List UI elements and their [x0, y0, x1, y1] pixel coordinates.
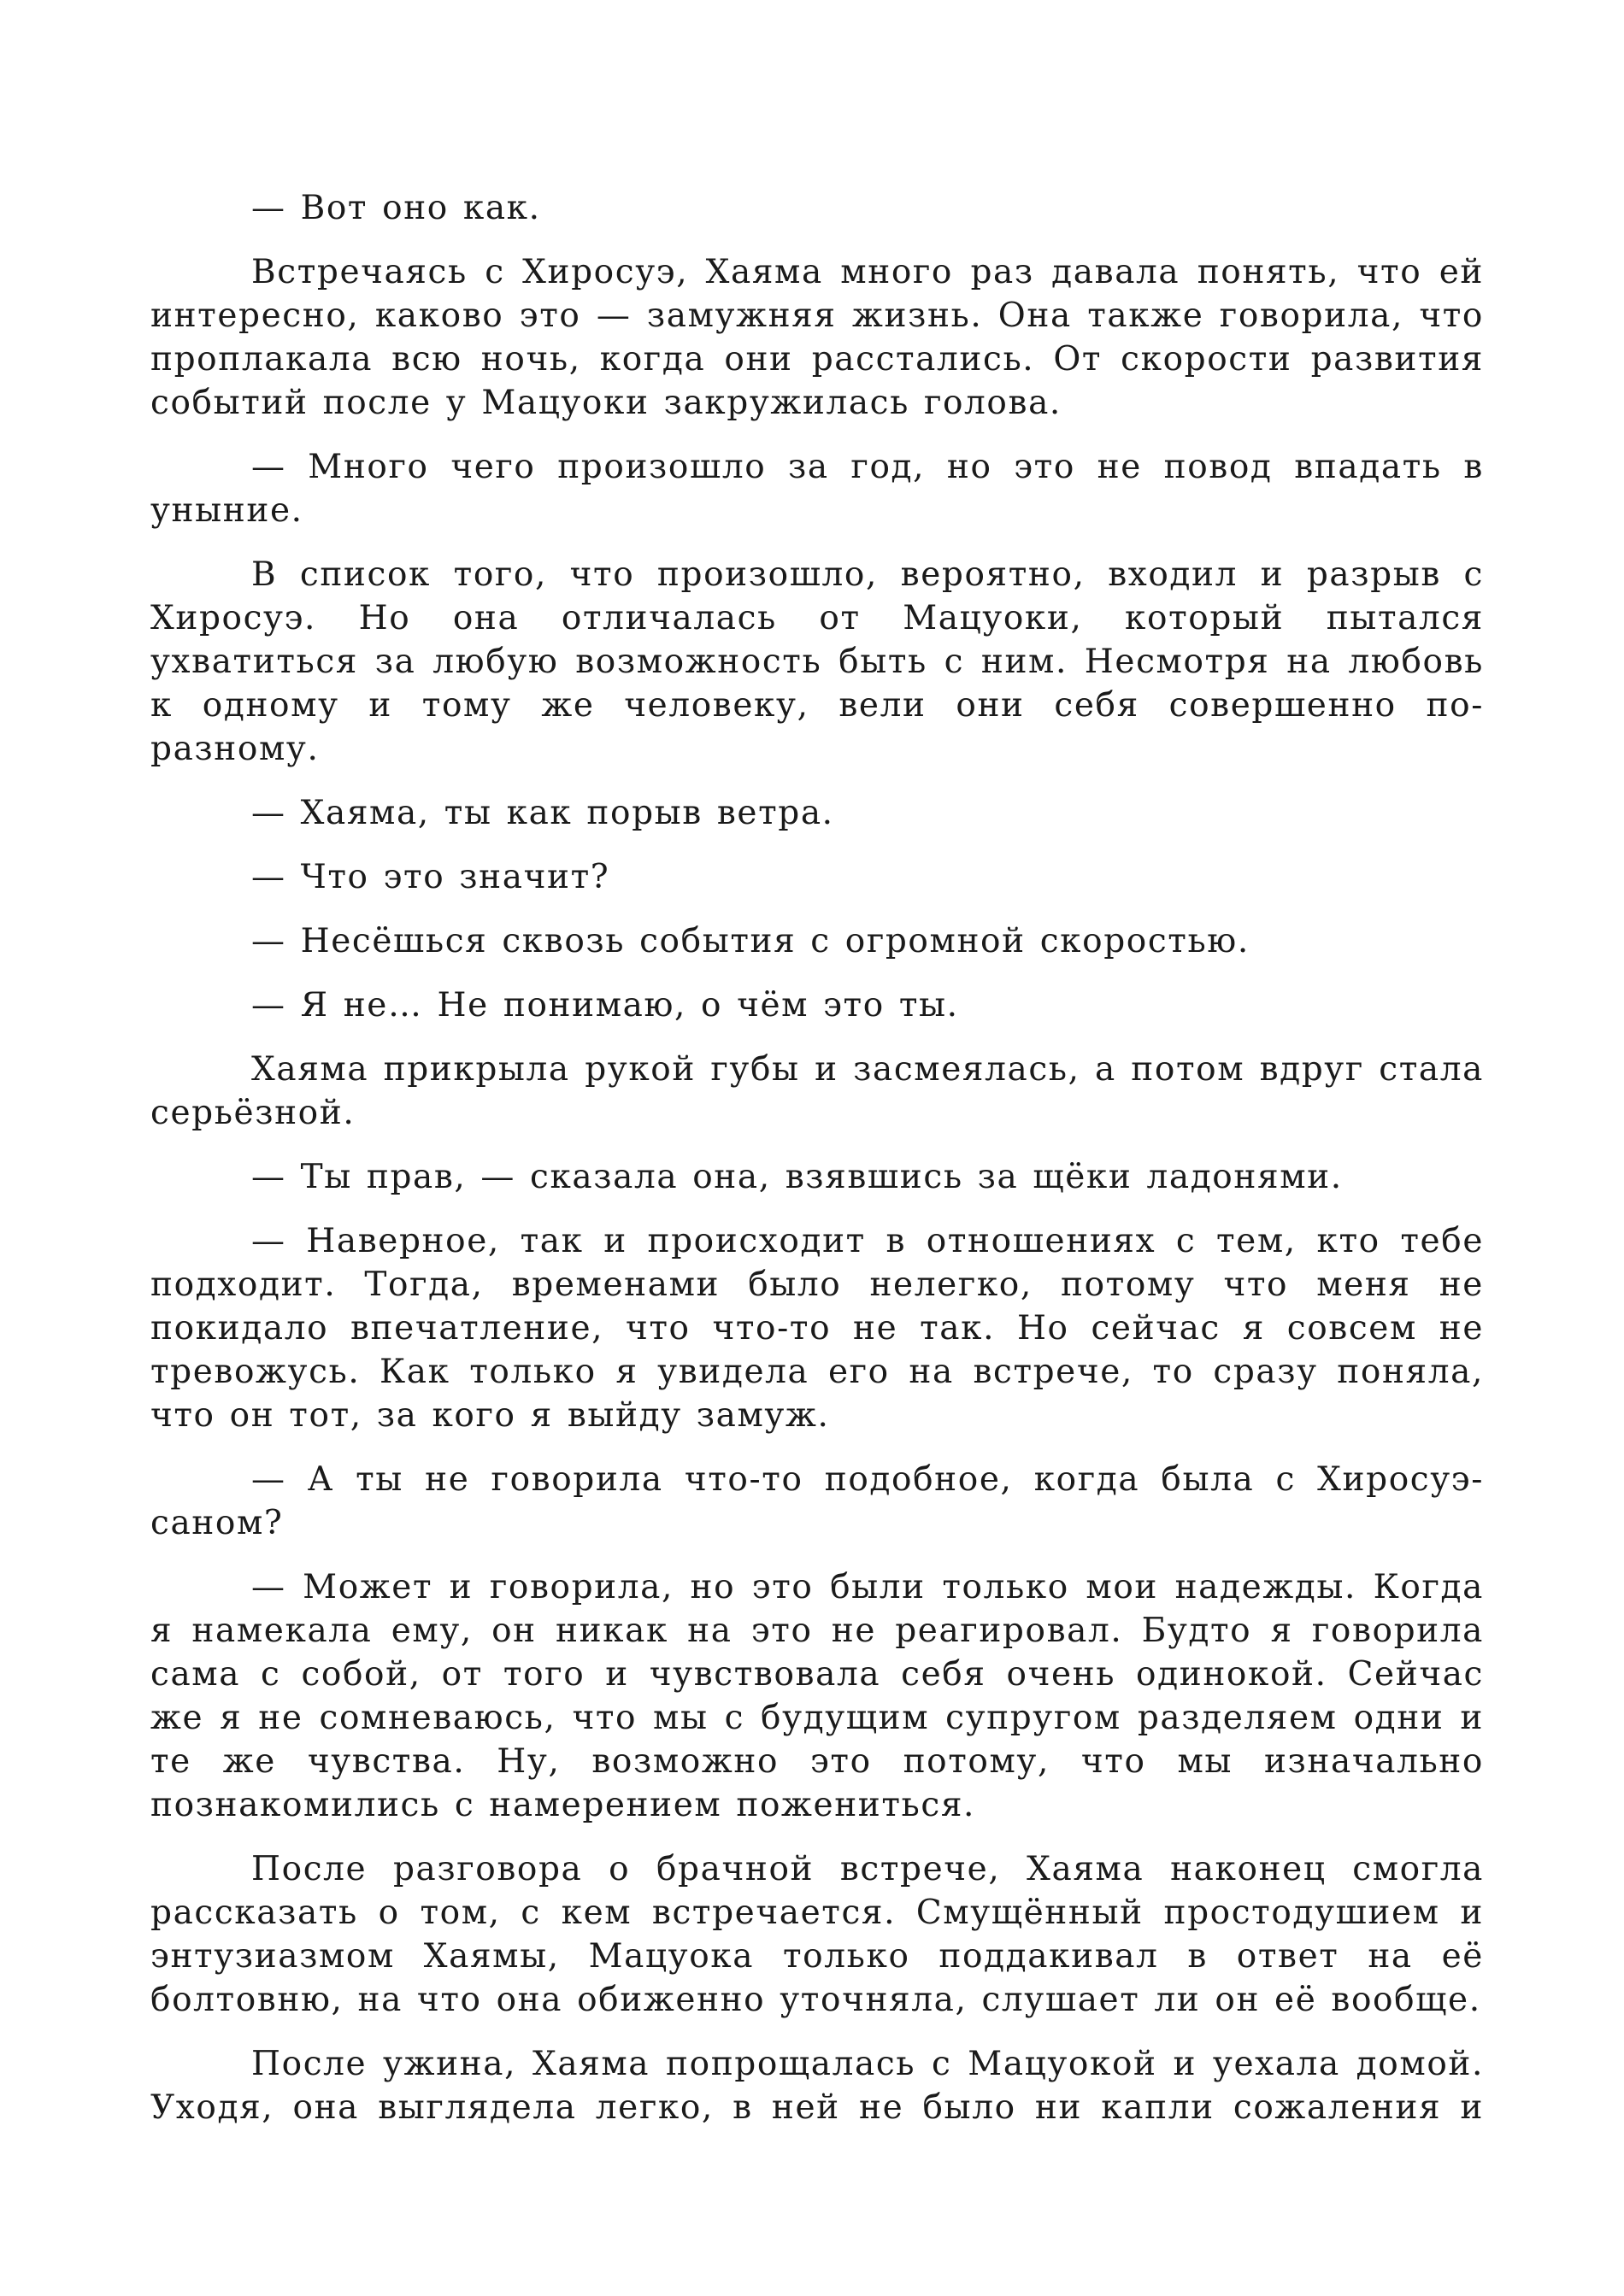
paragraph-13: — Может и говорила, но это были только мои надежды. Когда я намекала ему, он никак на это не реагировал. Будто я говорила сама с собой, от того и чувствовала себя очень одинокой. Сейчас же я не сомневаюсь, что мы с будущим супругом разделяем одни и те же чувства. Ну, возможно это потому, что мы изначально познакомились с намерением пожениться. [150, 1568, 1484, 1824]
paragraph-5: — Хаяма, ты как порыв ветра. [251, 794, 834, 832]
paragraph-9: Хаяма прикрыла рукой губы и засмеялась, а потом вдруг стала серьёзной. [150, 1050, 1484, 1132]
paragraph-6: — Что это значит? [251, 858, 610, 896]
paragraph-8: — Я не… Не понимаю, о чём это ты. [251, 986, 959, 1025]
paragraph-11: — Наверное, так и происходит в отношениях с тем, кто тебе подходит. Тогда, временами было нелегко, потому что меня не покидало впечатление, что что-то не так. Но сейчас я совсем не тревожусь. Как только я увидела его на встрече, то сразу поняла, что он тот, за кого я выйду замуж. [150, 1222, 1484, 1435]
paragraph-12: — А ты не говорила что-то подобное, когда была с Хиросуэ-саном? [150, 1460, 1484, 1542]
page-text [150, 186, 1484, 2129]
paragraph-15: После ужина, Хаяма попрощалась с Мацуокой и уехала домой. Уходя, она выглядела легко, в ней не было ни капли сожаления и [150, 2045, 1484, 2127]
paragraph-4: В список того, что произошло, вероятно, входил и разрыв с Хиросуэ. Но она отличалась от Мацуоки, который пытался ухватиться за любую возможность быть с ним. Несмотря на любовь к одному и тому же человеку, вели они себя совершенно по-разному. [150, 555, 1484, 768]
paragraph-2: Встречаясь с Хиросуэ, Хаяма много раз давала понять, что ей интересно, каково это — замужняя жизнь. Она также говорила, что проплакала всю ночь, когда они расстались. От скорости развития событий после у Мацуоки закружилась голова. [150, 253, 1484, 422]
paragraph-7: — Несёшься сквозь события с огромной скоростью. [251, 922, 1250, 960]
paragraph-3: — Много чего произошло за год, но это не повод впадать в уныние. [150, 448, 1484, 530]
paragraph-10: — Ты прав, — сказала она, взявшись за щёки ладонями. [251, 1158, 1343, 1196]
paragraph-1: — Вот оно как. [251, 189, 541, 227]
paragraph-14: После разговора о брачной встрече, Хаяма наконец смогла рассказать о том, с кем встречается. Смущённый простодушием и энтузиазмом Хаямы, Мацуока только поддакивал в ответ на её болтовню, на что она обиженно уточняла, слушает ли он её вообще. [150, 1850, 1484, 2019]
